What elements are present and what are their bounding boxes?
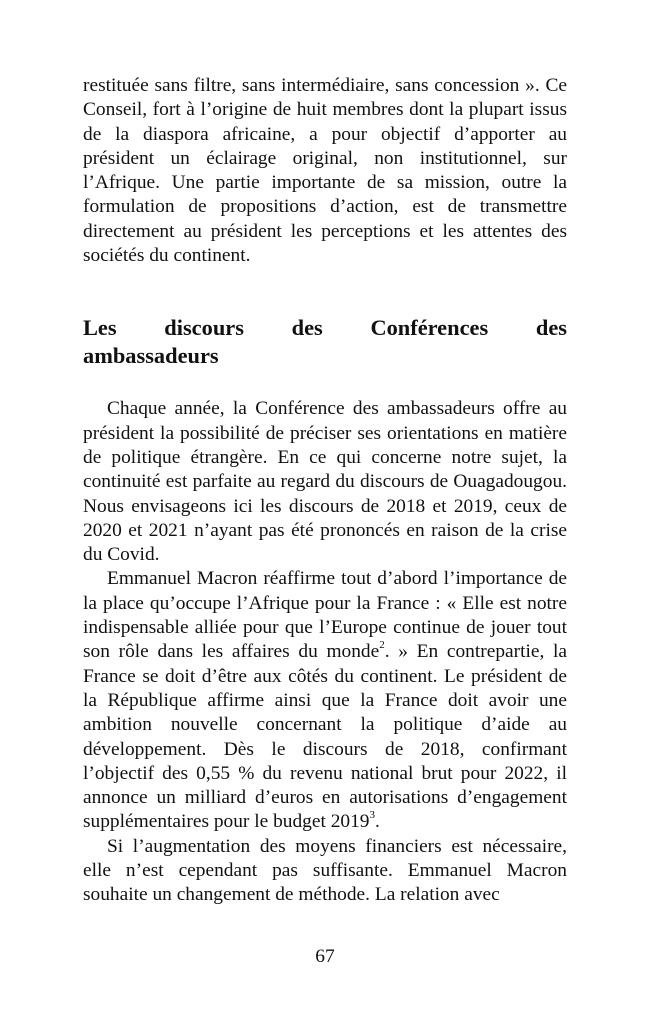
paragraph-text: Emmanuel Macron réaffirme tout d’abord l’importance de la place qu’occupe l’Afrique pour la France : « Elle est notre indispensable alliée pour que l’Europe continue de jouer tout son rôle dans les affaires du monde: [83, 568, 567, 663]
page-number: 67: [315, 946, 335, 967]
paragraph-macron: [83, 567, 567, 834]
paragraph-text: .: [375, 811, 380, 833]
paragraph-method: Si l’augmentation des moyens financiers est nécessaire, elle n’est cependant pas suffisante. Emmanuel Macron souhaite un changement de méthode. La relation avec: [83, 835, 567, 906]
heading-line-2: ambassadeurs: [83, 342, 219, 368]
heading-word: des: [291, 315, 323, 341]
heading-word: Les: [83, 315, 117, 341]
heading-word: des: [535, 315, 567, 341]
heading-word: discours: [164, 315, 244, 341]
heading-line-1: [83, 314, 567, 342]
section-heading: [83, 314, 567, 369]
spacer: [83, 268, 567, 314]
heading-word: Conférences: [370, 315, 489, 341]
footnote-marker: 2: [379, 638, 385, 651]
paragraph-conference: Chaque année, la Conférence des ambassadeurs offre au président la possibilité de préciser ses orientations en matière de politique étrangère. En ce qui concerne notre sujet, la continuité est parfaite au regard du discours de Ouagadougou. Nous envisageons ici les discours de 2018 et 2019, ceux de 2020 et 2021 n’ayant pas été prononcés en raison de la crise du Covid.: [83, 398, 567, 566]
paragraph-continuation: restituée sans filtre, sans intermédiaire, sans concession ». Ce Conseil, fort à l’origine de huit membres dont la plupart issus de la diaspora africaine, a pour objectif d’apporter au président un éclairage original, non institutionnel, sur l’Afrique. Une partie importante de sa mission, outre la formulation de propositions d’action, est de transmettre directement au président les perceptions et les attentes des sociétés du continent.: [83, 75, 567, 267]
paragraph-text: . » En contrepartie, la France se doit d’être aux côtés du continent. Le président de la République affirme ainsi que la France doit avoir une ambition nouvelle concernant la politique d’aide au développement. Dès le discours de 2018, confirmant l’objectif des 0,55 % du revenu national brut pour 2022, il annonce un milliard d’euros en autorisations d’engagement supplémentaires pour le budget 2019: [83, 641, 567, 833]
page-body: [83, 74, 567, 908]
footnote-marker: 3: [369, 808, 375, 821]
spacer: [83, 369, 567, 397]
